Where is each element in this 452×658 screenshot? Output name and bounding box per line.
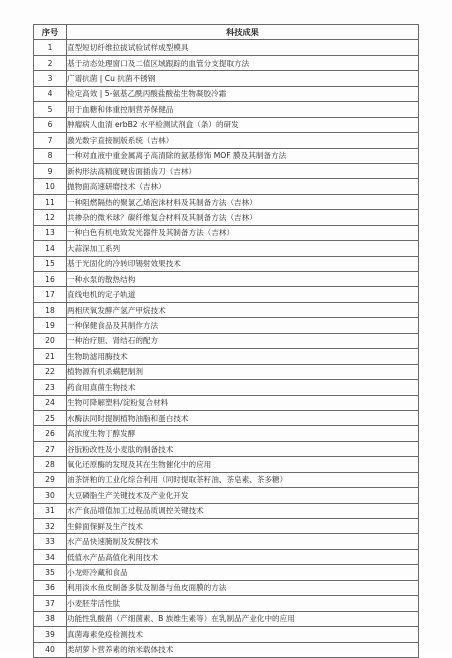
- row-tech-result: 共掺杂的微米球？碳纤维复合材料及其制备方法（吉林）: [67, 210, 419, 225]
- row-serial-number: 36: [34, 580, 67, 595]
- row-tech-result: 水产品快速腌制及发酵技术: [67, 534, 419, 549]
- row-tech-result: 药食用真菌生物技术: [67, 380, 419, 395]
- row-serial-number: 9: [34, 163, 67, 178]
- row-tech-result: 类胡萝卜营养素的纳米载体技术: [67, 642, 419, 657]
- table-row: [34, 549, 419, 564]
- row-tech-result: 氧化还原酶的发现及其在生物催化中的应用: [67, 457, 419, 472]
- table-row: [34, 241, 419, 256]
- row-serial-number: 27: [34, 441, 67, 456]
- row-tech-result: 利用淡水鱼皮制备多肽及制备与鱼皮面膜的方法: [67, 580, 419, 595]
- table-row: [34, 611, 419, 626]
- row-serial-number: 14: [34, 241, 67, 256]
- row-serial-number: 29: [34, 472, 67, 487]
- table-row: [34, 102, 419, 117]
- row-tech-result: 谷朊粉改性及小麦肽的制备技术: [67, 441, 419, 456]
- table-row: [34, 565, 419, 580]
- table-body: [34, 40, 419, 658]
- table-row: [34, 580, 419, 595]
- row-tech-result: 用于血糖和体重控制营养保健品: [67, 102, 419, 117]
- table-row: [34, 179, 419, 194]
- table-row: [34, 642, 419, 657]
- table-row: [34, 225, 419, 240]
- table-row: [34, 272, 419, 287]
- row-tech-result: 小麦胚芽活性肽: [67, 596, 419, 611]
- table-row: [34, 627, 419, 642]
- row-tech-result: 检定高效 | 5-氨基乙酰丙酸盐酸盐生物凝胶冷霜: [67, 86, 419, 101]
- table-row: [34, 210, 419, 225]
- row-tech-result: 直线电机的定子轨道: [67, 287, 419, 302]
- row-serial-number: 40: [34, 642, 67, 657]
- row-serial-number: 30: [34, 488, 67, 503]
- table-row: [34, 488, 419, 503]
- row-serial-number: 33: [34, 534, 67, 549]
- row-serial-number: 23: [34, 380, 67, 395]
- row-serial-number: 7: [34, 133, 67, 148]
- row-tech-result: 生物助滤用酶技术: [67, 349, 419, 364]
- table-row: [34, 364, 419, 379]
- row-serial-number: 35: [34, 565, 67, 580]
- row-serial-number: 3: [34, 71, 67, 86]
- row-tech-result: 高浓度生物丁醇发酵: [67, 426, 419, 441]
- row-serial-number: 20: [34, 333, 67, 348]
- row-tech-result: 两相厌氧发酵产氢产甲烷技术: [67, 302, 419, 317]
- row-serial-number: 21: [34, 349, 67, 364]
- row-tech-result: 激光数字直接制版系统（吉林）: [67, 133, 419, 148]
- table-row: [34, 318, 419, 333]
- header-tech-result: 科技成果: [67, 25, 419, 40]
- table-row: [34, 534, 419, 549]
- table-row: [34, 302, 419, 317]
- row-serial-number: 32: [34, 519, 67, 534]
- row-serial-number: 2: [34, 55, 67, 70]
- row-serial-number: 17: [34, 287, 67, 302]
- row-tech-result: 一种阻燃隔热的聚氯乙烯泡沫材料及其制备方法（吉林）: [67, 194, 419, 209]
- table-header-row: [34, 25, 419, 40]
- row-serial-number: 6: [34, 117, 67, 132]
- table-row: [34, 163, 419, 178]
- table-row: [34, 194, 419, 209]
- row-tech-result: 广谱抗菌 | Cu 抗菌不锈钢: [67, 71, 419, 86]
- row-tech-result: 生鲜面保鲜及生产技术: [67, 519, 419, 534]
- row-serial-number: 15: [34, 256, 67, 271]
- table-row: [34, 148, 419, 163]
- row-serial-number: 22: [34, 364, 67, 379]
- row-tech-result: 生物可降解塑料/淀粉复合材料: [67, 395, 419, 410]
- row-serial-number: 28: [34, 457, 67, 472]
- table-row: [34, 457, 419, 472]
- table-row: [34, 441, 419, 456]
- header-serial-number: 序号: [34, 25, 67, 40]
- row-serial-number: 11: [34, 194, 67, 209]
- row-tech-result: 抛物面高速研磨技术（吉林）: [67, 179, 419, 194]
- row-serial-number: 37: [34, 596, 67, 611]
- row-serial-number: 39: [34, 627, 67, 642]
- row-tech-result: 真菌毒素免疫检测技术: [67, 627, 419, 642]
- table-row: [34, 426, 419, 441]
- row-tech-result: 一种治疗胆、肾结石的配方: [67, 333, 419, 348]
- row-tech-result: 低值水产品高值化利用技术: [67, 549, 419, 564]
- row-tech-result: 小龙虾冷藏和食品: [67, 565, 419, 580]
- row-tech-result: 一种水泵的散热结构: [67, 272, 419, 287]
- table-row: [34, 117, 419, 132]
- row-tech-result: 基于动态处理窗口及二值区域跟踪的血管分支提取方法: [67, 55, 419, 70]
- table-row: [34, 256, 419, 271]
- table-row: [34, 133, 419, 148]
- row-tech-result: 一种保健食品及其制作方法: [67, 318, 419, 333]
- row-serial-number: 34: [34, 549, 67, 564]
- row-tech-result: 功能性乳酸菌（产细菌素、B 族维生素等）在乳制品产业化中的应用: [67, 611, 419, 626]
- row-serial-number: 10: [34, 179, 67, 194]
- table-row: [34, 519, 419, 534]
- table-row: [34, 503, 419, 518]
- row-tech-result: 肿瘤病人血清 erbB2 水平检测试剂盒（条）的研发: [67, 117, 419, 132]
- row-serial-number: 26: [34, 426, 67, 441]
- row-tech-result: 基于光固化的冷转印锡射效果技术: [67, 256, 419, 271]
- tech-results-table: [33, 24, 419, 658]
- row-serial-number: 12: [34, 210, 67, 225]
- table-row: [34, 395, 419, 410]
- table-row: [34, 349, 419, 364]
- row-tech-result: 一种对血液中重金属离子高清除的氨基修饰 MOF 膜及其制备方法: [67, 148, 419, 163]
- row-serial-number: 24: [34, 395, 67, 410]
- row-serial-number: 31: [34, 503, 67, 518]
- row-serial-number: 4: [34, 86, 67, 101]
- table-row: [34, 380, 419, 395]
- table-row: [34, 71, 419, 86]
- table-row: [34, 287, 419, 302]
- table-row: [34, 333, 419, 348]
- row-tech-result: 大豆磷脂生产关键技术及产业化开发: [67, 488, 419, 503]
- row-tech-result: 直型短切纤维拉拔试验试样成型模具: [67, 40, 419, 55]
- table-row: [34, 40, 419, 55]
- row-tech-result: 植物源有机杀螨肥制剂: [67, 364, 419, 379]
- row-tech-result: 油茶饼粕的工业化综合利用（同时提取茶籽油、茶皂素、茶多糖）: [67, 472, 419, 487]
- row-serial-number: 38: [34, 611, 67, 626]
- table-row: [34, 86, 419, 101]
- row-serial-number: 18: [34, 302, 67, 317]
- row-serial-number: 25: [34, 410, 67, 425]
- row-tech-result: 水酶法同时提制植物油脂和蛋白技术: [67, 410, 419, 425]
- row-serial-number: 8: [34, 148, 67, 163]
- row-serial-number: 19: [34, 318, 67, 333]
- row-tech-result: 新构形法高精度硬齿面插齿刀（吉林）: [67, 163, 419, 178]
- row-tech-result: 一种白色有机电致发光器件及其制备方法（吉林）: [67, 225, 419, 240]
- row-serial-number: 1: [34, 40, 67, 55]
- table-row: [34, 55, 419, 70]
- row-serial-number: 16: [34, 272, 67, 287]
- table-row: [34, 596, 419, 611]
- table-row: [34, 410, 419, 425]
- row-serial-number: 13: [34, 225, 67, 240]
- row-serial-number: 5: [34, 102, 67, 117]
- table-row: [34, 472, 419, 487]
- row-tech-result: 水产食品增值加工过程品质调控关键技术: [67, 503, 419, 518]
- row-tech-result: 大蒜深加工系列: [67, 241, 419, 256]
